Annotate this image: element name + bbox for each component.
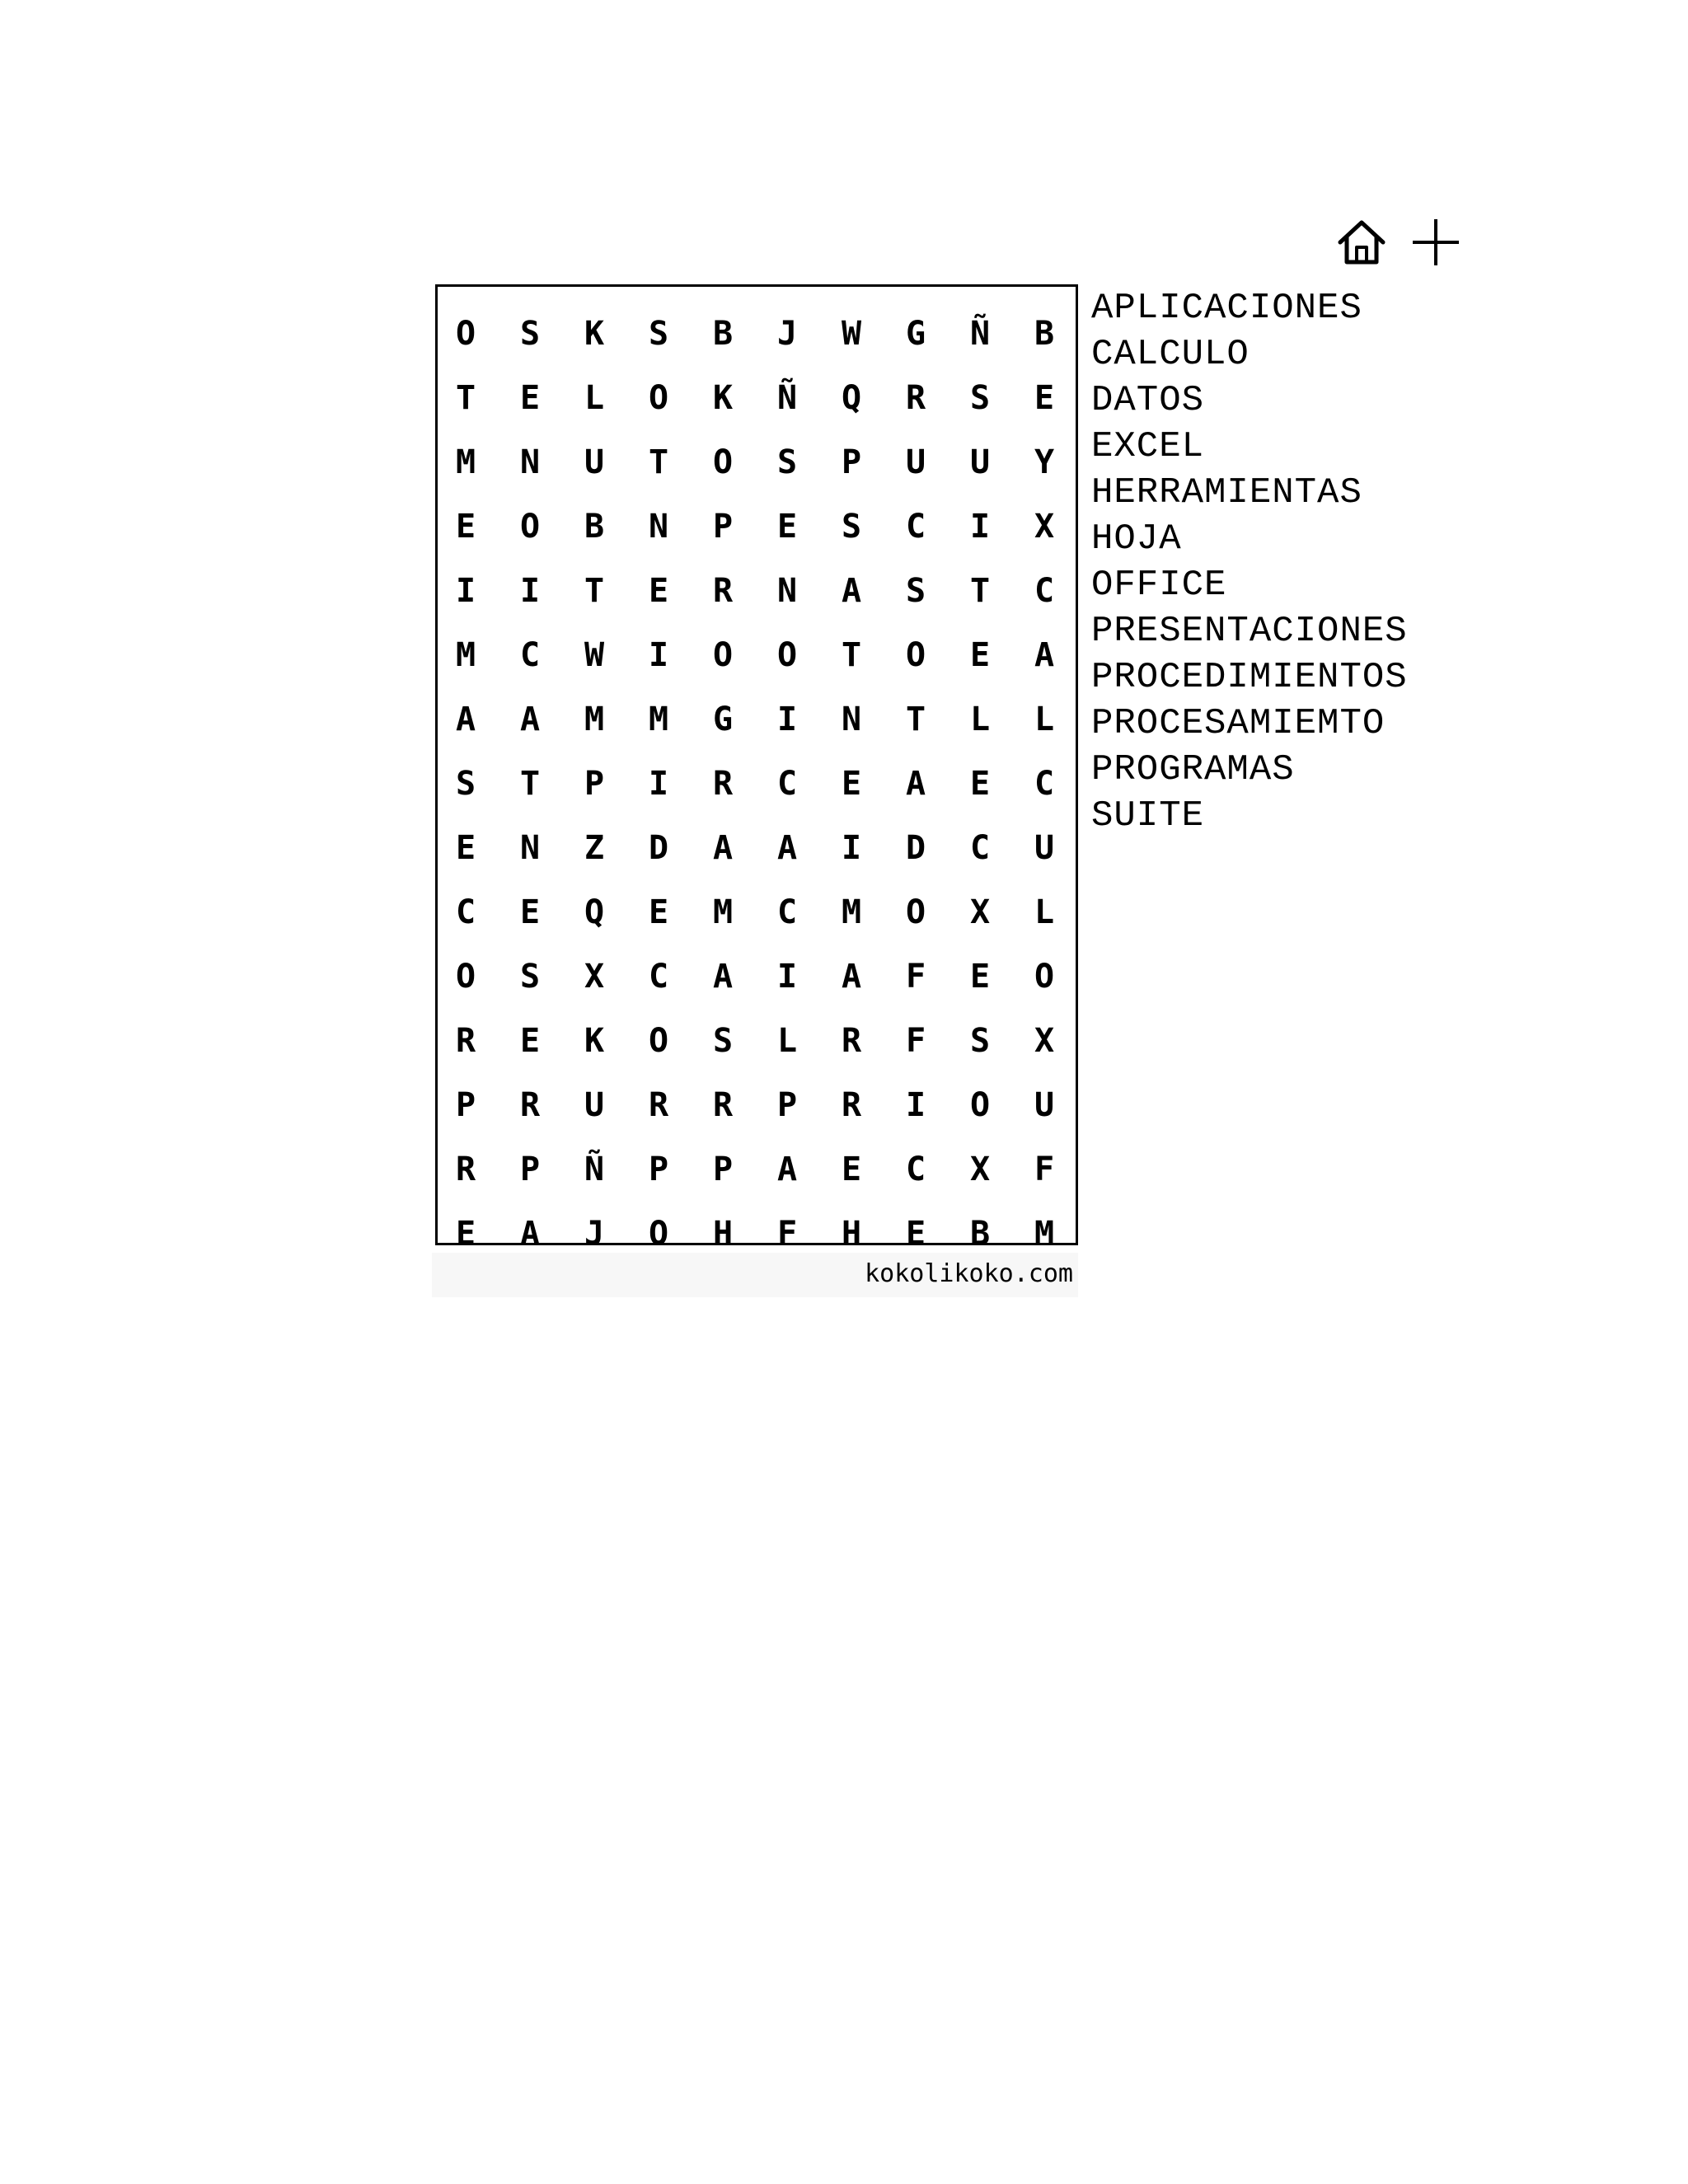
grid-cell: R — [842, 1086, 862, 1124]
grid-cell: J — [777, 315, 798, 353]
grid-cell: R — [649, 1086, 669, 1124]
grid-cell: K — [713, 379, 734, 417]
grid-cell: S — [520, 315, 541, 353]
grid-cell: A — [1034, 636, 1055, 674]
grid-cell: O — [906, 636, 926, 674]
grid-cell: P — [713, 508, 734, 546]
grid-cell: N — [520, 443, 541, 481]
grid-cell: Q — [584, 893, 605, 931]
site-credit-text: kokolikoko.com — [865, 1259, 1073, 1288]
grid-cell: T — [906, 701, 926, 738]
grid-cell: I — [842, 829, 862, 867]
grid-cell: R — [713, 1086, 734, 1124]
grid-cell: E — [970, 636, 991, 674]
grid-cell: C — [649, 958, 669, 996]
grid-cell: S — [970, 379, 991, 417]
grid-cell: F — [906, 958, 926, 996]
grid-cell: L — [1034, 701, 1055, 738]
grid-cell: R — [713, 765, 734, 803]
grid-cell: L — [777, 1022, 798, 1060]
word-list-item: HERRAMIENTAS — [1091, 472, 1362, 513]
grid-cell: W — [842, 315, 862, 353]
grid-cell: R — [842, 1022, 862, 1060]
grid-cell: T — [970, 572, 991, 610]
grid-cell: A — [777, 1151, 798, 1188]
grid-cell: B — [1034, 315, 1055, 353]
grid-cell: T — [649, 443, 669, 481]
grid-cell: I — [777, 701, 798, 738]
grid-cell: J — [584, 1215, 605, 1253]
grid-cell: A — [906, 765, 926, 803]
grid-cell: E — [649, 572, 669, 610]
grid-cell: E — [520, 379, 541, 417]
grid-cell: I — [456, 572, 476, 610]
grid-cell: I — [649, 636, 669, 674]
grid-cell: P — [584, 765, 605, 803]
grid-cell: U — [970, 443, 991, 481]
grid-cell: P — [456, 1086, 476, 1124]
grid-cell: R — [456, 1151, 476, 1188]
word-list-item: SUITE — [1091, 795, 1205, 837]
grid-cell: M — [649, 701, 669, 738]
grid-cell: S — [970, 1022, 991, 1060]
grid-cell: E — [520, 1022, 541, 1060]
word-list-item: APLICACIONES — [1091, 288, 1362, 329]
grid-cell: Q — [842, 379, 862, 417]
grid-cell: M — [456, 636, 476, 674]
grid-cell: M — [456, 443, 476, 481]
grid-cell: I — [520, 572, 541, 610]
grid-cell: S — [456, 765, 476, 803]
grid-cell: T — [842, 636, 862, 674]
grid-cell: I — [906, 1086, 926, 1124]
word-list-item: EXCEL — [1091, 426, 1205, 467]
grid-cell: L — [584, 379, 605, 417]
grid-cell: I — [970, 508, 991, 546]
grid-cell: B — [584, 508, 605, 546]
grid-cell: H — [842, 1215, 862, 1253]
word-list-item: DATOS — [1091, 380, 1205, 421]
grid-cell: F — [1034, 1151, 1055, 1188]
grid-cell: G — [906, 315, 926, 353]
word-list-item: PROCESAMIEMTO — [1091, 703, 1386, 744]
letter-grid — [456, 302, 1099, 1253]
grid-cell: C — [906, 1151, 926, 1188]
grid-cell: A — [713, 958, 734, 996]
grid-cell: H — [713, 1215, 734, 1253]
grid-cell: E — [456, 829, 476, 867]
grid-cell: A — [456, 701, 476, 738]
grid-cell: S — [777, 443, 798, 481]
grid-cell: E — [906, 1215, 926, 1253]
grid-cell: U — [906, 443, 926, 481]
word-search-grid — [435, 284, 1078, 1253]
grid-cell: P — [842, 443, 862, 481]
grid-cell: Z — [584, 829, 605, 867]
grid-cell: C — [1034, 765, 1055, 803]
grid-cell: E — [842, 765, 862, 803]
grid-cell: C — [520, 636, 541, 674]
grid-cell: X — [1034, 1022, 1055, 1060]
grid-cell: P — [520, 1151, 541, 1188]
grid-cell: U — [584, 443, 605, 481]
grid-cell: O — [456, 958, 476, 996]
grid-cell: O — [649, 1022, 669, 1060]
grid-cell: M — [584, 701, 605, 738]
grid-cell: F — [906, 1022, 926, 1060]
grid-cell: U — [1034, 829, 1055, 867]
grid-cell: E — [777, 508, 798, 546]
grid-cell: T — [584, 572, 605, 610]
grid-cell: Y — [1034, 443, 1055, 481]
grid-cell: O — [649, 379, 669, 417]
grid-cell: O — [649, 1215, 669, 1253]
grid-cell: O — [713, 443, 734, 481]
grid-cell: S — [842, 508, 862, 546]
grid-cell: R — [713, 572, 734, 610]
grid-cell: M — [713, 893, 734, 931]
grid-cell: X — [584, 958, 605, 996]
grid-cell: N — [649, 508, 669, 546]
grid-cell: C — [777, 893, 798, 931]
grid-cell: O — [520, 508, 541, 546]
grid-cell: G — [713, 701, 734, 738]
grid-cell: M — [842, 893, 862, 931]
grid-cell: I — [777, 958, 798, 996]
grid-cell: C — [777, 765, 798, 803]
word-list-item: OFFICE — [1091, 565, 1227, 606]
grid-cell: Ñ — [777, 379, 798, 417]
grid-cell: A — [777, 829, 798, 867]
grid-cell: L — [970, 701, 991, 738]
grid-cell: A — [520, 1215, 541, 1253]
site-credit — [432, 1253, 1078, 1297]
grid-cell: E — [649, 893, 669, 931]
grid-cell: T — [520, 765, 541, 803]
grid-cell: C — [456, 893, 476, 931]
grid-cell: P — [649, 1151, 669, 1188]
grid-cell: E — [456, 508, 476, 546]
grid-cell: Ñ — [970, 315, 991, 353]
grid-cell: C — [970, 829, 991, 867]
grid-cell: S — [906, 572, 926, 610]
grid-cell: X — [970, 1151, 991, 1188]
grid-cell: W — [584, 636, 605, 674]
grid-cell: E — [520, 893, 541, 931]
grid-cell: B — [713, 315, 734, 353]
grid-cell: Ñ — [584, 1151, 605, 1188]
grid-cell: S — [520, 958, 541, 996]
grid-cell: R — [906, 379, 926, 417]
word-list-item: PROGRAMAS — [1091, 749, 1295, 790]
grid-cell: D — [906, 829, 926, 867]
grid-cell: S — [649, 315, 669, 353]
grid-cell: E — [970, 958, 991, 996]
word-list-item: CALCULO — [1091, 334, 1250, 375]
word-list-item: PRESENTACIONES — [1091, 611, 1408, 652]
grid-cell: U — [1034, 1086, 1055, 1124]
plus-icon[interactable] — [1409, 216, 1462, 269]
grid-cell: K — [584, 1022, 605, 1060]
grid-cell: A — [520, 701, 541, 738]
word-list-item: PROCEDIMIENTOS — [1091, 657, 1408, 698]
grid-cell: S — [713, 1022, 734, 1060]
grid-cell: A — [842, 572, 862, 610]
grid-cell: B — [970, 1215, 991, 1253]
grid-cell: O — [970, 1086, 991, 1124]
grid-cell: O — [713, 636, 734, 674]
grid-cell: A — [842, 958, 862, 996]
grid-cell: O — [1034, 958, 1055, 996]
grid-cell: O — [456, 315, 476, 353]
grid-cell: E — [456, 1215, 476, 1253]
home-icon[interactable] — [1335, 216, 1388, 269]
grid-cell: T — [456, 379, 476, 417]
grid-cell: M — [1034, 1215, 1055, 1253]
grid-cell: C — [1034, 572, 1055, 610]
grid-cell: E — [1034, 379, 1055, 417]
grid-cell: P — [713, 1151, 734, 1188]
grid-cell: D — [649, 829, 669, 867]
grid-cell: X — [970, 893, 991, 931]
grid-cell: C — [906, 508, 926, 546]
grid-cell: R — [456, 1022, 476, 1060]
grid-cell: L — [1034, 893, 1055, 931]
grid-cell: N — [777, 572, 798, 610]
grid-cell: I — [649, 765, 669, 803]
grid-cell: U — [584, 1086, 605, 1124]
grid-cell: X — [1034, 508, 1055, 546]
grid-cell: P — [777, 1086, 798, 1124]
grid-cell: F — [777, 1215, 798, 1253]
grid-cell: A — [713, 829, 734, 867]
grid-cell: E — [970, 765, 991, 803]
grid-cell: O — [777, 636, 798, 674]
word-list-item: HOJA — [1091, 518, 1182, 560]
grid-cell: N — [842, 701, 862, 738]
grid-cell: N — [520, 829, 541, 867]
word-list — [1091, 285, 1408, 839]
grid-cell: R — [520, 1086, 541, 1124]
grid-cell: E — [842, 1151, 862, 1188]
grid-cell: O — [906, 893, 926, 931]
grid-cell: K — [584, 315, 605, 353]
